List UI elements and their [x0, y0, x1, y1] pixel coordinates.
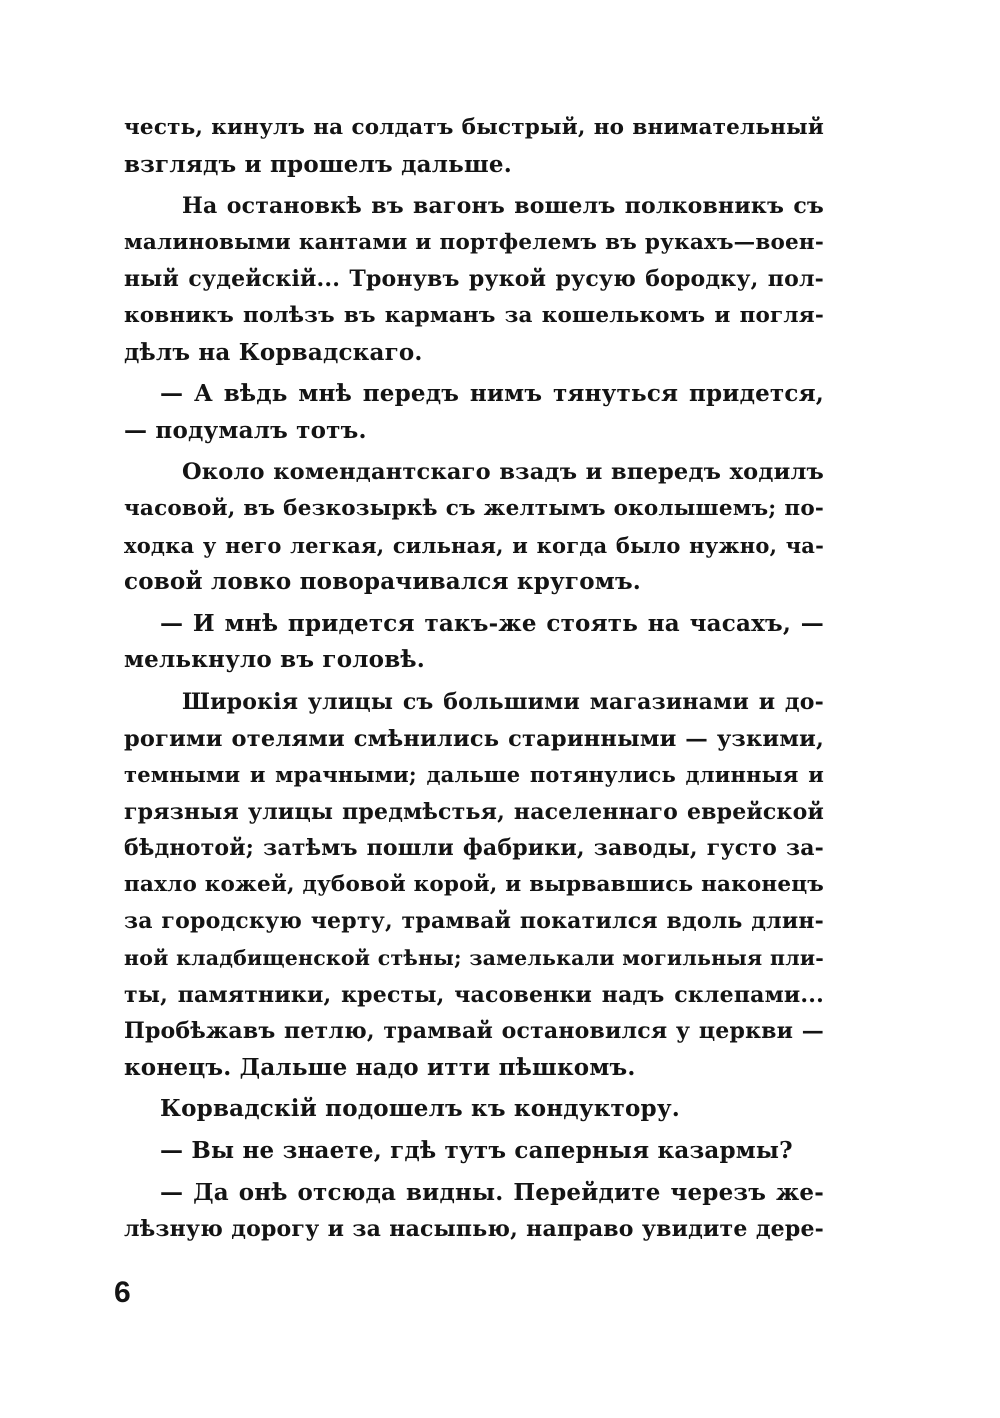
text-line: Около комендантскаго взадъ и впередъ ходилъ: [182, 459, 824, 486]
text-line: — Вы не знаете, гдѣ тутъ саперныя казармы?: [160, 1137, 793, 1165]
text-line: На остановкѣ въ вагонъ вошелъ полковникъ съ: [182, 193, 824, 220]
text-line: темными и мрачными; дальше потянулись длинныя и: [124, 762, 824, 788]
text-line: грязныя улицы предмѣстья, населеннаго еврейской: [124, 798, 824, 825]
text-line: — Да онѣ отсюда видны. Перейдите черезъ же-: [160, 1178, 824, 1206]
text-line: мелькнуло въ головѣ.: [124, 646, 425, 674]
text-line: Широкія улицы съ большими магазинами и до-: [182, 688, 824, 715]
text-line: ковникъ полѣзъ въ карманъ за кошелькомъ и погля-: [124, 302, 824, 328]
text-line: взглядъ и прошелъ дальше.: [124, 150, 512, 178]
text-line: совой ловко поворачивался кругомъ.: [124, 568, 641, 596]
text-line: лѣзную дорогу и за насыпью, направо увидите дере-: [124, 1216, 824, 1243]
text-line: — И мнѣ придется такъ-же стоять на часахъ, —: [160, 609, 824, 637]
text-line: конецъ. Дальше надо итти пѣшкомъ.: [124, 1053, 636, 1081]
text-line: дѣлъ на Корвадскаго.: [124, 338, 423, 366]
text-line: — А вѣдь мнѣ передъ нимъ тянуться придется,: [160, 380, 824, 408]
text-line: за городскую черту, трамвай покатился вдоль длин-: [124, 908, 824, 935]
page-number: 6: [114, 1276, 131, 1309]
text-line: ходка у него легкая, сильная, и когда было нужно, ча-: [124, 532, 824, 558]
text-line: часовой, въ безкозыркѣ съ желтымъ околышемъ; по-: [124, 495, 824, 521]
text-line: честь, кинулъ на солдатъ быстрый, но внимательный: [124, 115, 824, 140]
text-line: пахло кожей, дубовой корой, и вырвавшись наконецъ: [124, 871, 824, 897]
page-text: [124, 110, 824, 1248]
text-line: ты, памятники, кресты, часовенки надъ склепами...: [124, 981, 824, 1008]
text-line: бѣднотой; затѣмъ пошли фабрики, заводы, густо за-: [124, 835, 824, 862]
text-line: ный судейскій... Тронувъ рукой русую бородку, пол-: [124, 266, 824, 293]
text-line: ной кладбищенской стѣны; замелькали могильныя пли-: [124, 946, 824, 971]
text-line: малиновыми кантами и портфелемъ въ рукахъ—воен-: [124, 229, 824, 255]
text-line: — подумалъ тотъ.: [124, 416, 367, 444]
text-line: Корвадскій подошелъ къ кондуктору.: [160, 1095, 680, 1123]
text-line: рогими отелями смѣнились старинными — узкими,: [124, 725, 824, 752]
text-line: Пробѣжавъ петлю, трамвай остановился у церкви —: [124, 1018, 824, 1045]
